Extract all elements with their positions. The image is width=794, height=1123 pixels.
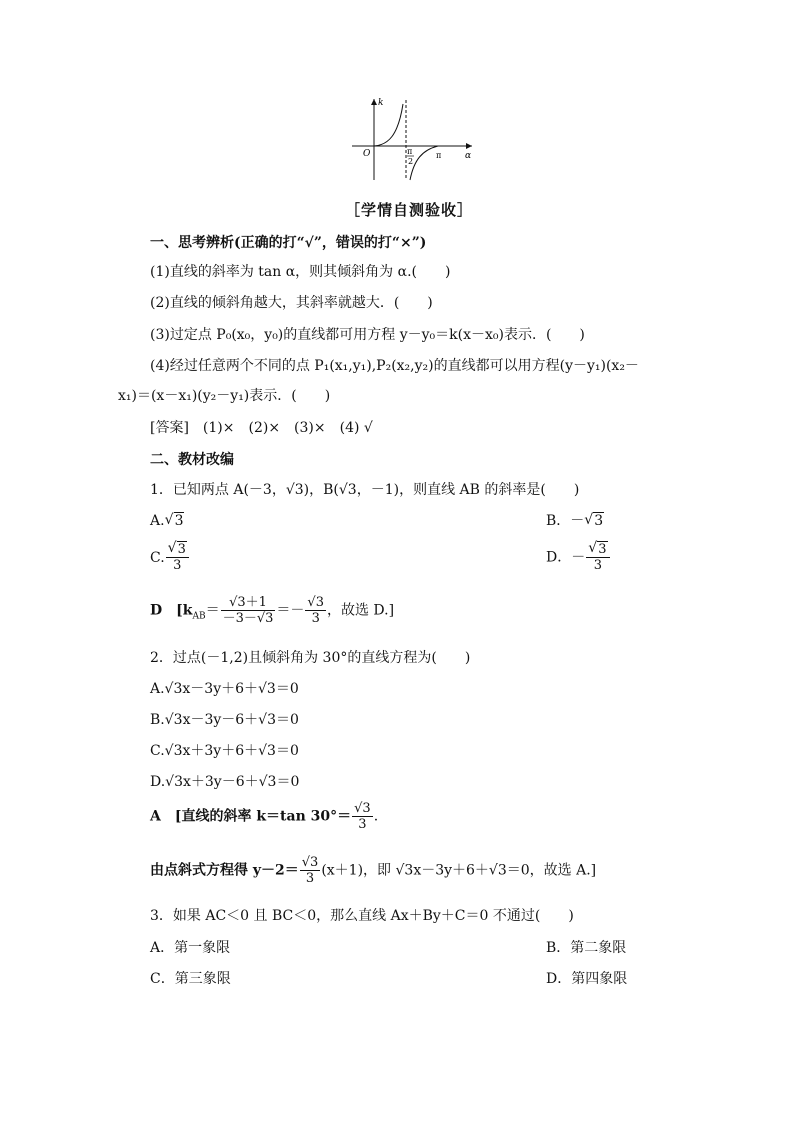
p3-option-c: C．第三象限 bbox=[150, 971, 231, 987]
slope-angle-graph bbox=[350, 96, 476, 182]
k-axis-label: k bbox=[378, 98, 384, 108]
p3-option-b: B．第二象限 bbox=[546, 940, 627, 956]
p2-stem: 2．过点(－1,2)且倾斜角为 30°的直线方程为( ) bbox=[150, 650, 471, 666]
s1-q3: (3)过定点 P₀(x₀，y₀)的直线都可用方程 y－y₀＝k(x－x₀)表示．( ) bbox=[150, 327, 585, 343]
pi-half-den: 2 bbox=[408, 157, 414, 166]
p3-stem: 3．如果 AC＜0 且 BC＜0，那么直线 Ax＋By＋C＝0 不通过( ) bbox=[150, 908, 574, 924]
p3-option-d: D．第四象限 bbox=[546, 971, 628, 987]
p1-stem: 1．已知两点 A(－3，√3)，B(√3，－1)，则直线 AB 的斜率是( ) bbox=[150, 482, 580, 498]
alpha-axis-label: α bbox=[465, 151, 472, 161]
p1-solution: D [$k_{AB}=$ $\frac{√3+1}{-3-√3}$ ＝－ $\frac{√3}{3}$ ，故选 D.] bbox=[150, 595, 395, 626]
p2-option-b: B.√3x－3y－6＋√3＝0 bbox=[150, 712, 299, 728]
p1-option-b: B．－√ 3 bbox=[546, 511, 604, 531]
p3-options-ab bbox=[150, 938, 650, 958]
p2-option-a: A.√3x－3y＋6＋√3＝0 bbox=[150, 681, 299, 697]
s1-q4-line1: (4)经过任意两个不同的点 P₁(x₁,y₁),P₂(x₂,y₂)的直线都可以用方程(y－y₁)(x₂－ bbox=[150, 358, 639, 374]
s1-q4-line2: x₁)＝(x－x₁)(y₂－y₁)表示．( ) bbox=[118, 388, 331, 404]
p1-options-ab bbox=[150, 511, 650, 531]
p2-solution-line1: A [直线的斜率 k＝tan 30°＝ $\frac{√3}{3}$ . bbox=[150, 801, 379, 832]
p3-option-a: A．第一象限 bbox=[150, 940, 231, 956]
s2-title: 二、教材改编 bbox=[150, 452, 234, 468]
p1-option-a: A.√ 3 bbox=[150, 513, 184, 529]
p2-option-d: D.√3x＋3y－6＋√3＝0 bbox=[150, 774, 300, 790]
pi-label: π bbox=[436, 151, 442, 160]
p1-option-c: C. √ $\frac{3}{3}$ bbox=[150, 550, 190, 566]
p3-options-cd bbox=[150, 969, 650, 989]
section-heading: ［学情自测验收］ bbox=[345, 201, 474, 219]
p1-options-cd bbox=[150, 542, 650, 582]
s1-q1: (1)直线的斜率为 tan α，则其倾斜角为 α.( ) bbox=[150, 264, 451, 280]
s1-title: 一、思考辨析(正确的打“√”，错误的打“×”) bbox=[150, 235, 427, 251]
s1-answer: [答案] (1)× (2)× (3)× (4) √ bbox=[150, 420, 373, 436]
p1-option-d: D．－ √ $\frac{3}{3}$ bbox=[546, 542, 611, 573]
p2-solution-line2: 由点斜式方程得 y－2＝ $\frac{√3}{3}$ (x＋1)，即 √3x－3y＋6＋√3＝0，故选 A.] bbox=[150, 855, 597, 886]
p2-option-c: C.√3x＋3y＋6＋√3＝0 bbox=[150, 743, 299, 759]
origin-label: O bbox=[363, 149, 371, 159]
pi-half-num: π bbox=[407, 147, 413, 156]
s1-q2: (2)直线的倾斜角越大，其斜率就越大．( ) bbox=[150, 295, 433, 311]
